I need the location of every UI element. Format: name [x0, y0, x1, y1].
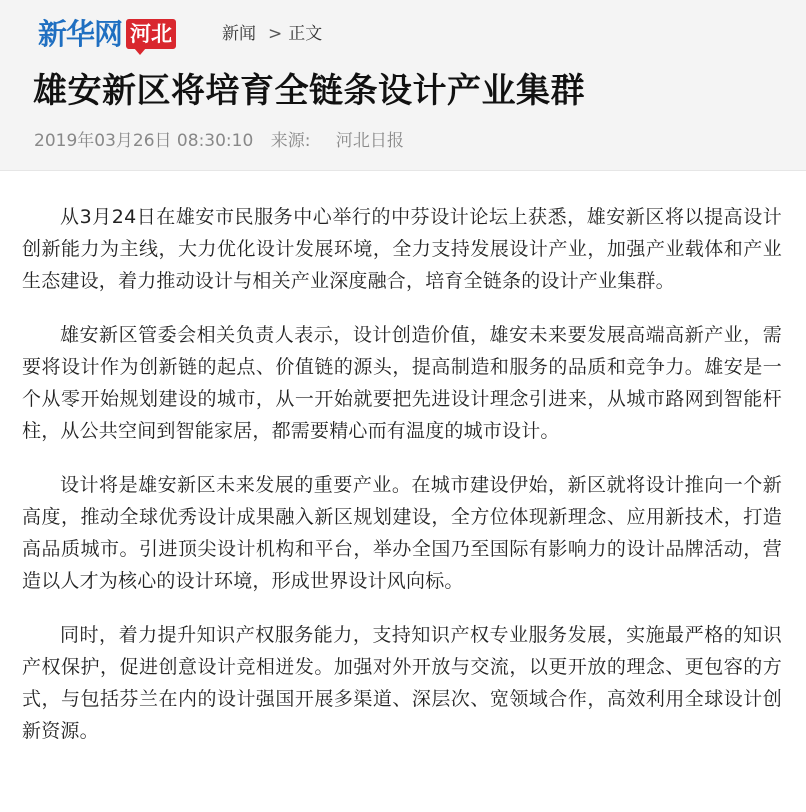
breadcrumb	[222, 22, 322, 46]
article-meta	[34, 129, 404, 153]
article-paragraph: 从3月24日在雄安市民服务中心举行的中芬设计论坛上获悉，雄安新区将以提高设计创新能力为主线，大力优化设计发展环境，全力支持发展设计产业，加强产业载体和产业生态建设，着力推动设计与相关产业深度融合，培育全链条的设计产业集群。	[22, 206, 782, 292]
article-body	[0, 171, 806, 747]
breadcrumb-news-link[interactable]: 新闻	[222, 24, 256, 44]
article-paragraph: 雄安新区管委会相关负责人表示，设计创造价值，雄安未来要发展高端高新产业，需要将设计作为创新链的起点、价值链的源头，提高制造和服务的品质和竞争力。雄安是一个从零开始规划建设的城市，从一开始就要把先进设计理念引进来，从城市路网到智能杆柱，从公共空间到智能家居，都需要精心而有温度的城市设计。	[22, 324, 782, 442]
source-label: 来源:	[270, 131, 311, 151]
article-title: 雄安新区将培育全链条设计产业集群	[33, 71, 585, 111]
logo-main-text: 新华网	[38, 17, 123, 51]
publish-datetime: 2019年03月26日 08:30:10	[34, 131, 254, 151]
site-logo[interactable]	[38, 15, 176, 53]
breadcrumb-separator: >	[268, 24, 283, 44]
article-paragraph: 设计将是雄安新区未来发展的重要产业。在城市建设伊始，新区就将设计推向一个新高度，推动全球优秀设计成果融入新区规划建设，全方位体现新理念、应用新技术，打造高品质城市。引进顶尖设计机构和平台，举办全国乃至国际有影响力的设计品牌活动，营造以人才为核心的设计环境，形成世界设计风向标。	[22, 474, 782, 592]
article-header	[0, 0, 806, 171]
breadcrumb-current: 正文	[288, 24, 323, 44]
article-paragraph: 同时，着力提升知识产权服务能力，支持知识产权专业服务发展，实施最严格的知识产权保护，促进创意设计竞相迸发。加强对外开放与交流，以更开放的理念、更包容的方式，与包括芬兰在内的设计强国开展多渠道、深层次、宽领域合作，高效利用全球设计创新资源。	[22, 624, 782, 742]
logo-region-badge: 河北	[126, 19, 176, 49]
source-name: 河北日报	[335, 131, 404, 151]
